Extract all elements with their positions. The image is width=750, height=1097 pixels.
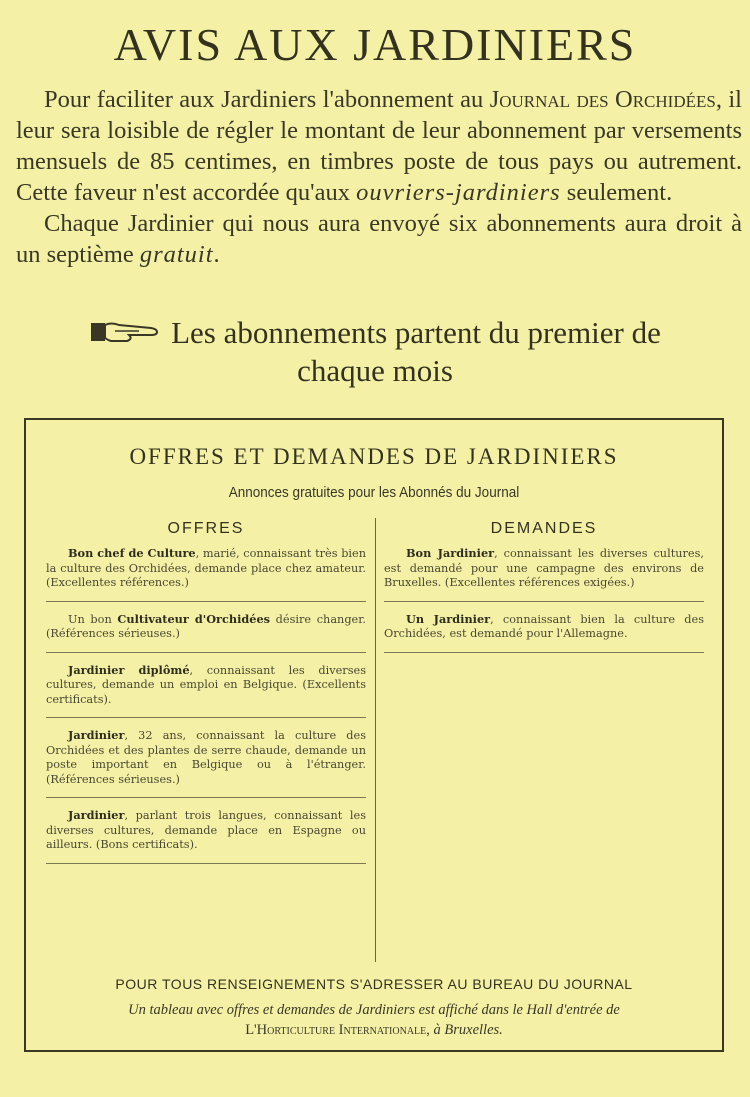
- notice-line-1: Les abonnements partent du premier de: [171, 315, 661, 350]
- classified-ad: [46, 663, 366, 719]
- ad-body: [46, 808, 366, 853]
- ad-headline: Jardinier: [68, 728, 125, 742]
- ad-body: [46, 546, 366, 591]
- hall-notice: Un tableau avec offres et demandes de Jardiniers est affiché dans le Hall d'entrée de L'Horticulture Internationale, à Bruxelles.: [128, 1002, 620, 1038]
- classifieds-box: [24, 418, 724, 1052]
- intro-text-segment: Chaque Jardinier qui nous aura envoyé six abonnements aura droit à un septième: [16, 210, 742, 268]
- ad-headline: Bon Jardinier: [406, 546, 495, 560]
- ad-text: , 32 ans, connaissant la culture des Orchidées et des plantes de serre chaude, demande un poste important en Belgique ou à l'étranger. (Références sérieuses.): [46, 729, 366, 786]
- ad-headline: Jardinier diplômé: [68, 662, 190, 677]
- ad-prefix: Un bon: [68, 612, 118, 626]
- intro-paragraph-1: [16, 84, 742, 208]
- ad-text: , connaissant les diverses cultures, demande un emploi en Belgique. (Excellents certificats).: [46, 663, 366, 706]
- ad-body: [384, 546, 704, 591]
- classifieds-subtitle: Annonces gratuites pour les Abonnés du Journal: [228, 484, 520, 501]
- classified-ad: [46, 728, 366, 798]
- contact-line: POUR TOUS RENSEIGNEMENTS S'ADRESSER AU BUREAU DU JOURNAL: [115, 976, 633, 992]
- classified-ad: [46, 612, 366, 653]
- offres-list: [46, 546, 366, 864]
- ad-body: [46, 612, 366, 642]
- classified-ad: [46, 546, 366, 602]
- publication-city: à Bruxelles.: [433, 1022, 503, 1038]
- pointing-hand-icon: [89, 319, 161, 345]
- ad-body: [46, 728, 366, 787]
- demandes-column: [384, 520, 704, 663]
- ad-headline: Un Jardinier: [406, 611, 491, 626]
- demandes-list: [384, 546, 704, 653]
- ad-headline: Bon chef de Culture: [68, 546, 196, 560]
- emphasis-gratuit: gratuit: [139, 241, 214, 268]
- classified-ad: [384, 612, 704, 653]
- notice-line-2: chaque mois: [297, 353, 453, 388]
- ad-body: [46, 663, 366, 708]
- intro-text-segment: , il leur sera loisible de régler le montant de leur abonnement par versements mensuels de 85 centimes, en timbres poste de tous pays ou autrement. Cette faveur n'est accordée qu'aux: [16, 86, 742, 206]
- ad-body: [384, 612, 704, 642]
- intro-text-segment: Pour faciliter aux Jardiniers l'abonnement au: [44, 86, 490, 113]
- classifieds-title: OFFRES ET DEMANDES DE JARDINIERS: [129, 444, 619, 469]
- ad-text: , connaissant les diverses cultures, est demandé pour une campagne des environs de Bruxelles. (Excellentes références exigées.): [384, 547, 704, 589]
- ad-text: , parlant trois langues, connaissant les diverses cultures, demande place en Espagne ou ailleurs. (Bons certificats).: [46, 809, 366, 851]
- intro-text-segment: seulement.: [560, 179, 673, 206]
- intro-text: [16, 84, 742, 270]
- emphasis-ouvriers: ouvriers-jardiniers: [356, 179, 561, 206]
- journal-name: Journal des Orchidées: [489, 86, 716, 113]
- hall-notice-text: Un tableau avec offres et demandes de Jardiniers est affiché dans le Hall d'entrée de: [128, 1002, 620, 1018]
- ad-headline: Cultivateur d'Orchidées: [117, 611, 271, 626]
- ad-text: , marié, connaissant très bien la culture des Orchidées, demande place chez amateur. (Excellentes références.): [46, 547, 366, 589]
- intro-text-segment: .: [213, 241, 220, 268]
- offres-column: [46, 520, 366, 874]
- demandes-heading: DEMANDES: [490, 520, 598, 537]
- column-divider: [375, 518, 376, 962]
- ad-headline: Jardinier: [68, 808, 125, 822]
- offres-heading: OFFRES: [167, 520, 245, 537]
- page-title: AVIS AUX JARDINIERS: [113, 19, 637, 70]
- publication-name: L'Horticulture Internationale: [245, 1022, 427, 1038]
- ad-text: , connaissant bien la culture des Orchidées, est demandé pour l'Allemagne.: [384, 612, 704, 640]
- subscription-notice: [0, 314, 750, 390]
- ad-text: désire changer. (Références sérieuses.): [46, 612, 366, 640]
- classified-ad: [46, 808, 366, 864]
- classified-ad: [384, 546, 704, 602]
- intro-paragraph-2: [16, 208, 742, 270]
